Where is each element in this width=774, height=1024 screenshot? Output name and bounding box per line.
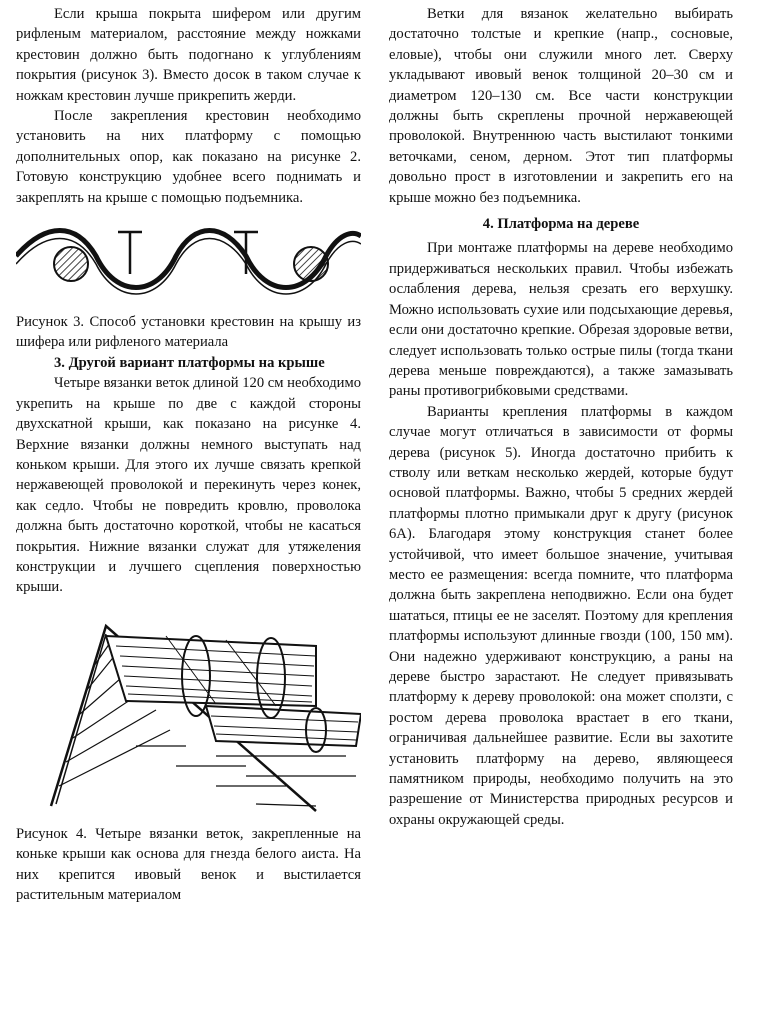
beam-section-right <box>294 247 328 281</box>
paragraph-bundles: Четыре вязанки веток длиной 120 см необходимо укрепить на крыше по две с каждой стороны двухскатной крыши, как показано на рисунке 4. Верхние вязанки должны немного выступать над коньком крыши. Для этого их лучше связать крепкой нержавеющей проволокой и перекинуть через конек, как седло. Чтобы не повредить кровлю, проволока должна быть достаточно короткой, чтобы не касаться покрытия. Нижние вязанки служат для утяжеления конструкции и лучшего сцепления поверхностью крыши. <box>16 375 361 596</box>
left-column <box>16 4 361 905</box>
paragraph-platform-install: После закрепления крестовин необходимо установить на них платформу с помощью дополнительных опор, как показано на рисунке 2. Готовую конструкцию удобнее всего поднимать и закреплять на крыше с помощью подъемника. <box>16 108 361 206</box>
paragraph-slate-roof: Если крыша покрыта шифером или другим рифленым материалом, расстояние между ножками крестовин должно быть подогнано к углублениям покрытия (рисунок 3). Вместо досок в таком случае к ножкам крестовин лучше прикрепить жерди. <box>16 6 361 104</box>
section-4-heading: 4. Платформа на дереве <box>482 216 640 233</box>
right-column <box>389 4 733 830</box>
paragraph-tree-mounting: Варианты крепления платформы в каждом случае могут отличаться в зависимости от формы дерева (рисунок 5). Иногда достаточно прибить к стволу или веткам несколько жердей, которые будут основой платформы. Важно, чтобы 5 средних жердей платформы плотно примыкали друг к другу (рисунок 6А). Благодаря этому конструкция станет более устойчивой, что имеет большое значение, учитывая место ее размещения: всегда помните, что платформа должна быть закреплена неподвижно. Если она будет шататься, птицы ее не заселят. Поэтому для крепления платформы используют длинные гвозди (100, 150 мм). Они надежно удерживают конструкцию, а раны на дереве быстро зарастают. Не следует привязывать платформу к дереву проволокой: она может сползти, с ростом дерева проволока врастает в его ткани, ограничивая дальнейшее развитие. Если вы захотите установить платформу на дерево, являющееся памятником природы, необходимо получить на это разрешение от Министерства природных ресурсов и охраны окружающей среды. <box>389 403 733 828</box>
paragraph-tree-rules: При монтаже платформы на дереве необходимо придерживаться нескольких правил. Чтобы избежать ослабления дерева, нельзя срезать его верхушку. Можно использовать сухие или подсыхающие деревья, если они достаточно крепкие. Обрезая здоровые ветви, следует использовать только острые пилы (тогда ткани дерева меньше повреждаются), а также замазывать раны противогрибковыми средствами. <box>389 240 733 400</box>
figure-3-caption: Рисунок 3. Способ установки крестовин на крышу из шифера или рифленого материала <box>16 314 361 351</box>
paragraph-branch-choice: Ветки для вязанок желательно выбирать достаточно толстые и крепкие (напр., сосновые, еловые), чтобы они служили много лет. Сверху укладывают ивовый венок толщиной 20–30 см и диаметром 120–130 см. Все части конструкции должны быть скреплены прочной нержавеющей проволокой. Внутреннюю часть выстилают тонкими веточками, сеном, дерном. Этот тип платформы довольно прост в изготовлении и закрепить его на крыше можно без подъемника. <box>389 6 733 206</box>
figure-4-roof-bundles <box>16 606 361 816</box>
figure-3-corrugated-roof <box>16 226 361 306</box>
beam-section-left <box>54 247 88 281</box>
section-3-heading: 3. Другой вариант платформы на крыше <box>54 354 325 371</box>
branch-bundle-lower <box>206 706 361 746</box>
nail-left <box>118 232 142 274</box>
figure-4-caption: Рисунок 4. Четыре вязанки веток, закрепленные на коньке крыши как основа для гнезда белого аиста. На них крепится ивовый венок и выстилается растительным материалом <box>16 825 361 903</box>
